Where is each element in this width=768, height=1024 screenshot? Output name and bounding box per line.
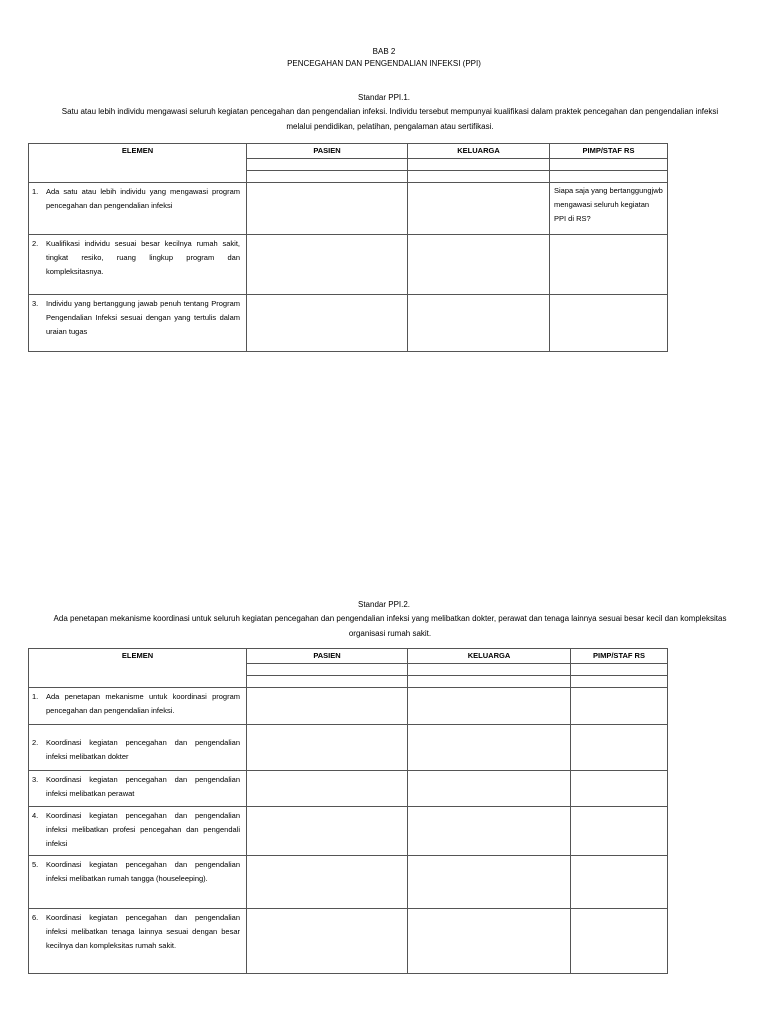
- column-header-pimp: PIMP/STAF RS: [550, 144, 668, 159]
- element-text: Koordinasi kegiatan pencegahan dan pengendalian infeksi melibatkan tenaga lainnya sesuai dengan besar kecilnya dan kompleksitas rumah sakit.: [46, 913, 240, 950]
- column-header-keluarga: KELUARGA: [408, 144, 550, 159]
- standard-title: Standar PPI.2.: [357, 600, 411, 609]
- pimp-cell: [571, 807, 668, 856]
- keluarga-cell: [408, 807, 571, 856]
- pasien-cell: [247, 807, 408, 856]
- header-blank-cell: [247, 664, 408, 676]
- header-blank-cell: [550, 159, 668, 171]
- column-header-pasien: PASIEN: [247, 649, 408, 664]
- element-number: 3.: [32, 775, 39, 784]
- pimp-cell: [571, 909, 668, 974]
- element-number: 6.: [32, 913, 39, 922]
- header-blank-cell: [550, 171, 668, 183]
- element-cell: [29, 856, 247, 909]
- pasien-cell: [247, 725, 408, 771]
- table-row: [29, 856, 668, 909]
- header-blank-cell: [408, 664, 571, 676]
- pasien-cell: [247, 235, 408, 295]
- element-text: Koordinasi kegiatan pencegahan dan pengendalian infeksi melibatkan profesi pencegahan dan pengendali infeksi: [46, 811, 240, 848]
- element-text: Individu yang bertanggung jawab penuh tentang Program Pengendalian Infeksi sesuai dengan yang tertulis dalam uraian tugas: [46, 299, 240, 336]
- header-blank-cell: [571, 676, 668, 688]
- element-number: 5.: [32, 860, 39, 869]
- table-row: [29, 295, 668, 352]
- element-number: 4.: [32, 811, 39, 820]
- table-row: [29, 807, 668, 856]
- pasien-cell: [247, 183, 408, 235]
- table-row: [29, 235, 668, 295]
- header-blank-cell: [247, 676, 408, 688]
- element-text: Koordinasi kegiatan pencegahan dan pengendalian infeksi melibatkan perawat: [46, 775, 240, 798]
- element-cell: [29, 807, 247, 856]
- standard-description: Ada penetapan mekanisme koordinasi untuk seluruh kegiatan pencegahan dan pengendalian infeksi yang melibatkan dokter, perawat dan tenaga lainnya sesuai besar kecil dan kompleksitas organisasi rumah sakit.: [53, 614, 727, 638]
- keluarga-cell: [408, 295, 550, 352]
- pimp-cell: [571, 856, 668, 909]
- table-row: [29, 771, 668, 807]
- element-text: Ada penetapan mekanisme untuk koordinasi program pencegahan dan pengendalian infeksi.: [46, 692, 240, 715]
- element-text: Koordinasi kegiatan pencegahan dan pengendalian infeksi melibatkan rumah tangga (houseleeping).: [46, 860, 240, 883]
- assessment-table-ppi1: [28, 143, 668, 352]
- element-cell: [29, 295, 247, 352]
- chapter-label: BAB 2: [372, 47, 396, 56]
- pasien-cell: [247, 856, 408, 909]
- header-blank-cell: [571, 664, 668, 676]
- pasien-cell: [247, 688, 408, 725]
- table-row: [29, 183, 668, 235]
- keluarga-cell: [408, 725, 571, 771]
- pasien-cell: [247, 909, 408, 974]
- keluarga-cell: [408, 183, 550, 235]
- column-header-elemen: ELEMEN: [29, 144, 247, 183]
- header-blank-cell: [247, 171, 408, 183]
- table-row: [29, 725, 668, 771]
- element-text: Kualifikasi individu sesuai besar kecilnya rumah sakit, tingkat resiko, ruang lingkup program dan kompleksitasnya.: [46, 239, 240, 276]
- element-cell: [29, 235, 247, 295]
- chapter-title: PENCEGAHAN DAN PENGENDALIAN INFEKSI (PPI): [287, 59, 481, 68]
- element-cell: [29, 725, 247, 771]
- table-row: [29, 688, 668, 725]
- column-header-keluarga: KELUARGA: [408, 649, 571, 664]
- column-header-elemen: ELEMEN: [29, 649, 247, 688]
- element-text: Ada satu atau lebih individu yang mengawasi program pencegahan dan pengendalian infeksi: [46, 187, 240, 210]
- element-text: Koordinasi kegiatan pencegahan dan pengendalian infeksi melibatkan dokter: [46, 738, 240, 761]
- pimp-cell: [571, 688, 668, 725]
- element-number: 1.: [32, 692, 39, 701]
- pimp-cell: [550, 295, 668, 352]
- header-blank-cell: [247, 159, 408, 171]
- keluarga-cell: [408, 909, 571, 974]
- element-cell: [29, 688, 247, 725]
- keluarga-cell: [408, 235, 550, 295]
- column-header-pimp: PIMP/STAF RS: [571, 649, 668, 664]
- pimp-cell: [550, 235, 668, 295]
- element-number: 3.: [32, 299, 39, 308]
- standard-title: Standar PPI.1.: [357, 93, 411, 102]
- keluarga-cell: [408, 688, 571, 725]
- pasien-cell: [247, 771, 408, 807]
- header-blank-cell: [408, 171, 550, 183]
- header-blank-cell: [408, 159, 550, 171]
- column-header-pasien: PASIEN: [247, 144, 408, 159]
- header-blank-cell: [408, 676, 571, 688]
- element-cell: [29, 771, 247, 807]
- element-number: 2.: [32, 738, 39, 747]
- table-row: [29, 909, 668, 974]
- pimp-cell: Siapa saja yang bertanggungjwb mengawasi seluruh kegiatan PPI di RS?: [550, 183, 668, 235]
- element-cell: [29, 909, 247, 974]
- keluarga-cell: [408, 856, 571, 909]
- element-cell: [29, 183, 247, 235]
- keluarga-cell: [408, 771, 571, 807]
- standard-description: Satu atau lebih individu mengawasi seluruh kegiatan pencegahan dan pengendalian infeksi. Individu tersebut mempunyai kualifikasi dalam praktek pencegahan dan pengendalian infeksi melalui pendidikan, pelatihan, pengalaman atau sertifikasi.: [61, 107, 719, 131]
- pimp-cell: [571, 725, 668, 771]
- pimp-cell: [571, 771, 668, 807]
- element-number: 2.: [32, 239, 39, 248]
- element-number: 1.: [32, 187, 39, 196]
- pasien-cell: [247, 295, 408, 352]
- assessment-table-ppi2: [28, 648, 668, 974]
